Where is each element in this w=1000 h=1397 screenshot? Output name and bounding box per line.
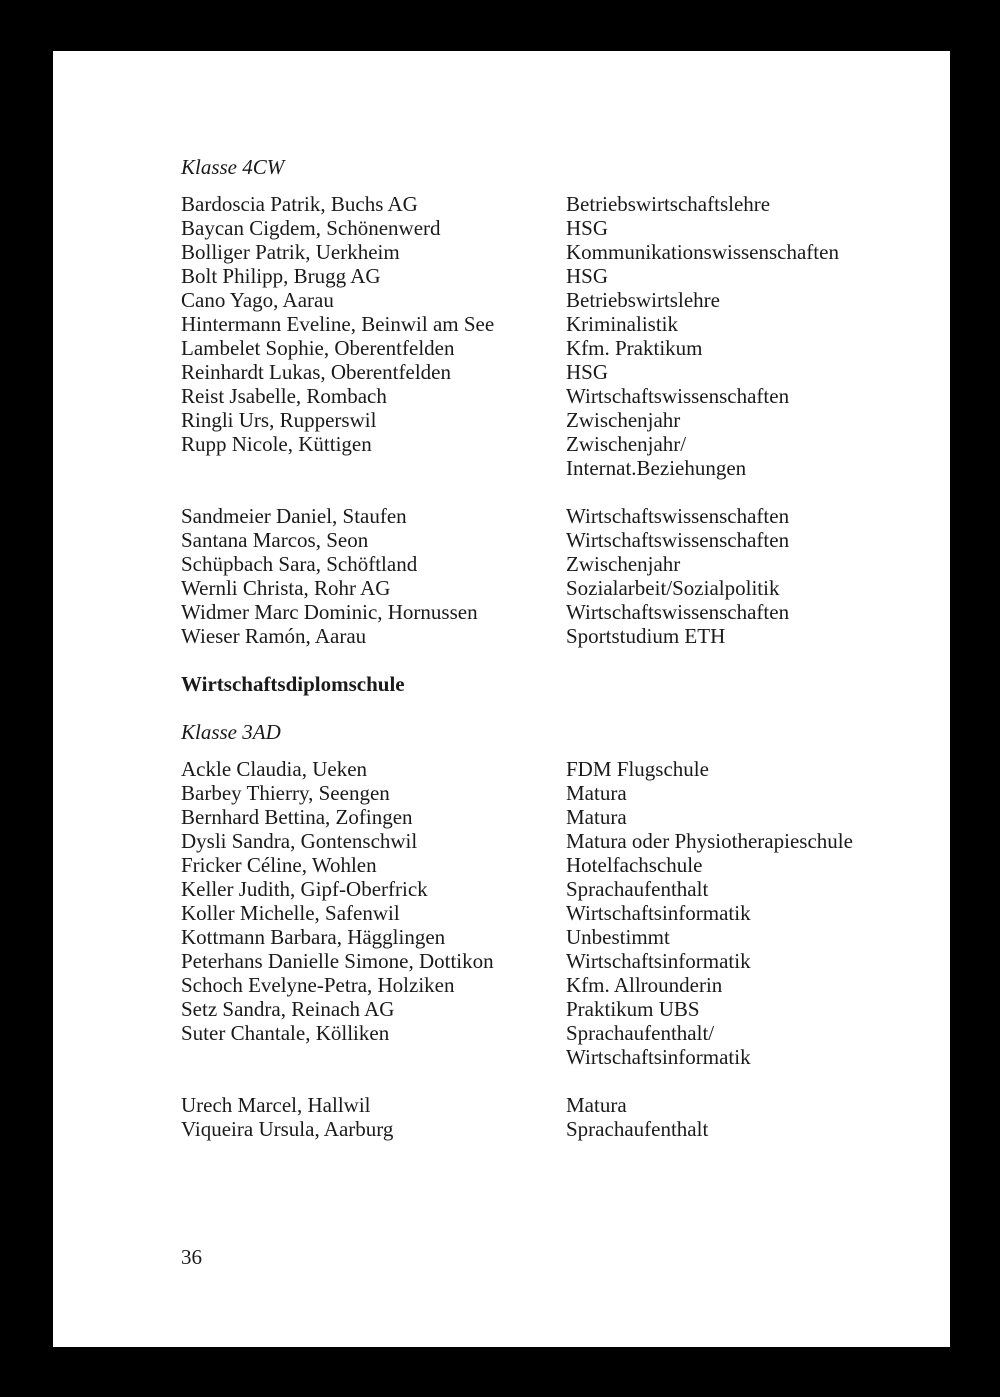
- list-row: [53, 240, 950, 264]
- student-name: Viqueira Ursula, Aarburg: [181, 1117, 394, 1141]
- destination: Kfm. Allrounderin: [566, 973, 723, 997]
- student-name: Wieser Ramón, Aarau: [181, 624, 367, 648]
- student-name: Ringli Urs, Rupperswil: [181, 408, 377, 432]
- destination: Hotelfachschule: [566, 853, 703, 877]
- student-name: Bernhard Bettina, Zofingen: [181, 805, 413, 829]
- destination: Matura: [566, 781, 627, 805]
- list-row: [53, 901, 950, 925]
- destination: HSG: [566, 360, 609, 384]
- list-row: [53, 192, 950, 216]
- student-name: Koller Michelle, Safenwil: [181, 901, 400, 925]
- destination: Kommunikationswissenschaften: [566, 240, 839, 264]
- student-name: Dysli Sandra, Gontenschwil: [181, 829, 418, 853]
- list-row: [53, 552, 950, 576]
- list-row: [53, 829, 950, 853]
- document-page: [53, 51, 950, 1347]
- student-name: Ackle Claudia, Ueken: [181, 757, 368, 781]
- destination: FDM Flugschule: [566, 757, 709, 781]
- student-name: Cano Yago, Aarau: [181, 288, 334, 312]
- list-row: [53, 925, 950, 949]
- list-row: [53, 288, 950, 312]
- student-name: Keller Judith, Gipf-Oberfrick: [181, 877, 428, 901]
- student-name: Barbey Thierry, Seengen: [181, 781, 390, 805]
- student-name: Hintermann Eveline, Beinwil am See: [181, 312, 495, 336]
- list-row: [53, 877, 950, 901]
- list-row: [53, 576, 950, 600]
- destination: Wirtschaftswissenschaften: [566, 528, 790, 552]
- class-title-3ad: Klasse 3AD: [181, 720, 281, 744]
- student-name: Widmer Marc Dominic, Hornussen: [181, 600, 478, 624]
- destination: Sprachaufenthalt: [566, 1117, 709, 1141]
- student-name: Schoch Evelyne-Petra, Holziken: [181, 973, 455, 997]
- destination: Betriebswirtschaftslehre: [566, 192, 771, 216]
- list-row: [53, 456, 950, 480]
- student-name: Sandmeier Daniel, Staufen: [181, 504, 407, 528]
- list-row: [53, 805, 950, 829]
- list-row: [53, 408, 950, 432]
- page-number: 36: [181, 1245, 202, 1269]
- list-row: [53, 624, 950, 648]
- list-row: [53, 216, 950, 240]
- list-row: [53, 1117, 950, 1141]
- destination: Wirtschaftswissenschaften: [566, 384, 790, 408]
- student-name: Reist Jsabelle, Rombach: [181, 384, 387, 408]
- destination: Sprachaufenthalt/: [566, 1021, 715, 1045]
- student-name: Bardoscia Patrik, Buchs AG: [181, 192, 418, 216]
- class-title-4cw: Klasse 4CW: [181, 155, 285, 179]
- student-name: Kottmann Barbara, Hägglingen: [181, 925, 446, 949]
- list-row: [53, 781, 950, 805]
- destination: Matura oder Physiotherapieschule: [566, 829, 853, 853]
- destination: Matura: [566, 805, 627, 829]
- destination: Sportstudium ETH: [566, 624, 726, 648]
- list-row: [53, 384, 950, 408]
- destination: Internat.Beziehungen: [566, 456, 747, 480]
- student-name: Baycan Cigdem, Schönenwerd: [181, 216, 441, 240]
- destination: Wirtschaftsinformatik: [566, 901, 751, 925]
- destination: Wirtschaftsinformatik: [566, 1045, 751, 1069]
- student-name: Bolt Philipp, Brugg AG: [181, 264, 381, 288]
- student-name: Fricker Céline, Wohlen: [181, 853, 377, 877]
- list-row: [53, 1093, 950, 1117]
- destination: HSG: [566, 264, 609, 288]
- destination: Zwischenjahr/: [566, 432, 687, 456]
- student-name: Setz Sandra, Reinach AG: [181, 997, 395, 1021]
- list-row: [53, 360, 950, 384]
- student-name: Wernli Christa, Rohr AG: [181, 576, 391, 600]
- destination: Sozialarbeit/Sozialpolitik: [566, 576, 780, 600]
- list-row: [53, 600, 950, 624]
- destination: Matura: [566, 1093, 627, 1117]
- student-name: Urech Marcel, Hallwil: [181, 1093, 371, 1117]
- list-row: [53, 949, 950, 973]
- destination: Kfm. Praktikum: [566, 336, 703, 360]
- destination: Kriminalistik: [566, 312, 678, 336]
- student-name: Peterhans Danielle Simone, Dottikon: [181, 949, 494, 973]
- destination: Unbestimmt: [566, 925, 670, 949]
- list-row: [53, 528, 950, 552]
- list-row: [53, 312, 950, 336]
- destination: Wirtschaftswissenschaften: [566, 504, 790, 528]
- student-name: Santana Marcos, Seon: [181, 528, 369, 552]
- list-row: [53, 336, 950, 360]
- list-row: [53, 973, 950, 997]
- destination: Praktikum UBS: [566, 997, 700, 1021]
- destination: HSG: [566, 216, 609, 240]
- list-row: [53, 504, 950, 528]
- student-name: Schüpbach Sara, Schöftland: [181, 552, 418, 576]
- student-name: Reinhardt Lukas, Oberentfelden: [181, 360, 451, 384]
- student-name: Rupp Nicole, Küttigen: [181, 432, 372, 456]
- student-name: Suter Chantale, Kölliken: [181, 1021, 390, 1045]
- list-row: [53, 1021, 950, 1045]
- section-title-wirtschaftsdiplomschule: Wirtschaftsdiplomschule: [181, 672, 405, 696]
- list-row: [53, 997, 950, 1021]
- list-row: [53, 853, 950, 877]
- list-row: [53, 757, 950, 781]
- destination: Zwischenjahr: [566, 408, 681, 432]
- list-row: [53, 1045, 950, 1069]
- destination: Wirtschaftsinformatik: [566, 949, 751, 973]
- list-row: [53, 264, 950, 288]
- destination: Zwischenjahr: [566, 552, 681, 576]
- student-name: Lambelet Sophie, Oberentfelden: [181, 336, 455, 360]
- destination: Wirtschaftswissenschaften: [566, 600, 790, 624]
- list-row: [53, 432, 950, 456]
- student-name: Bolliger Patrik, Uerkheim: [181, 240, 400, 264]
- destination: Sprachaufenthalt: [566, 877, 709, 901]
- destination: Betriebswirtslehre: [566, 288, 720, 312]
